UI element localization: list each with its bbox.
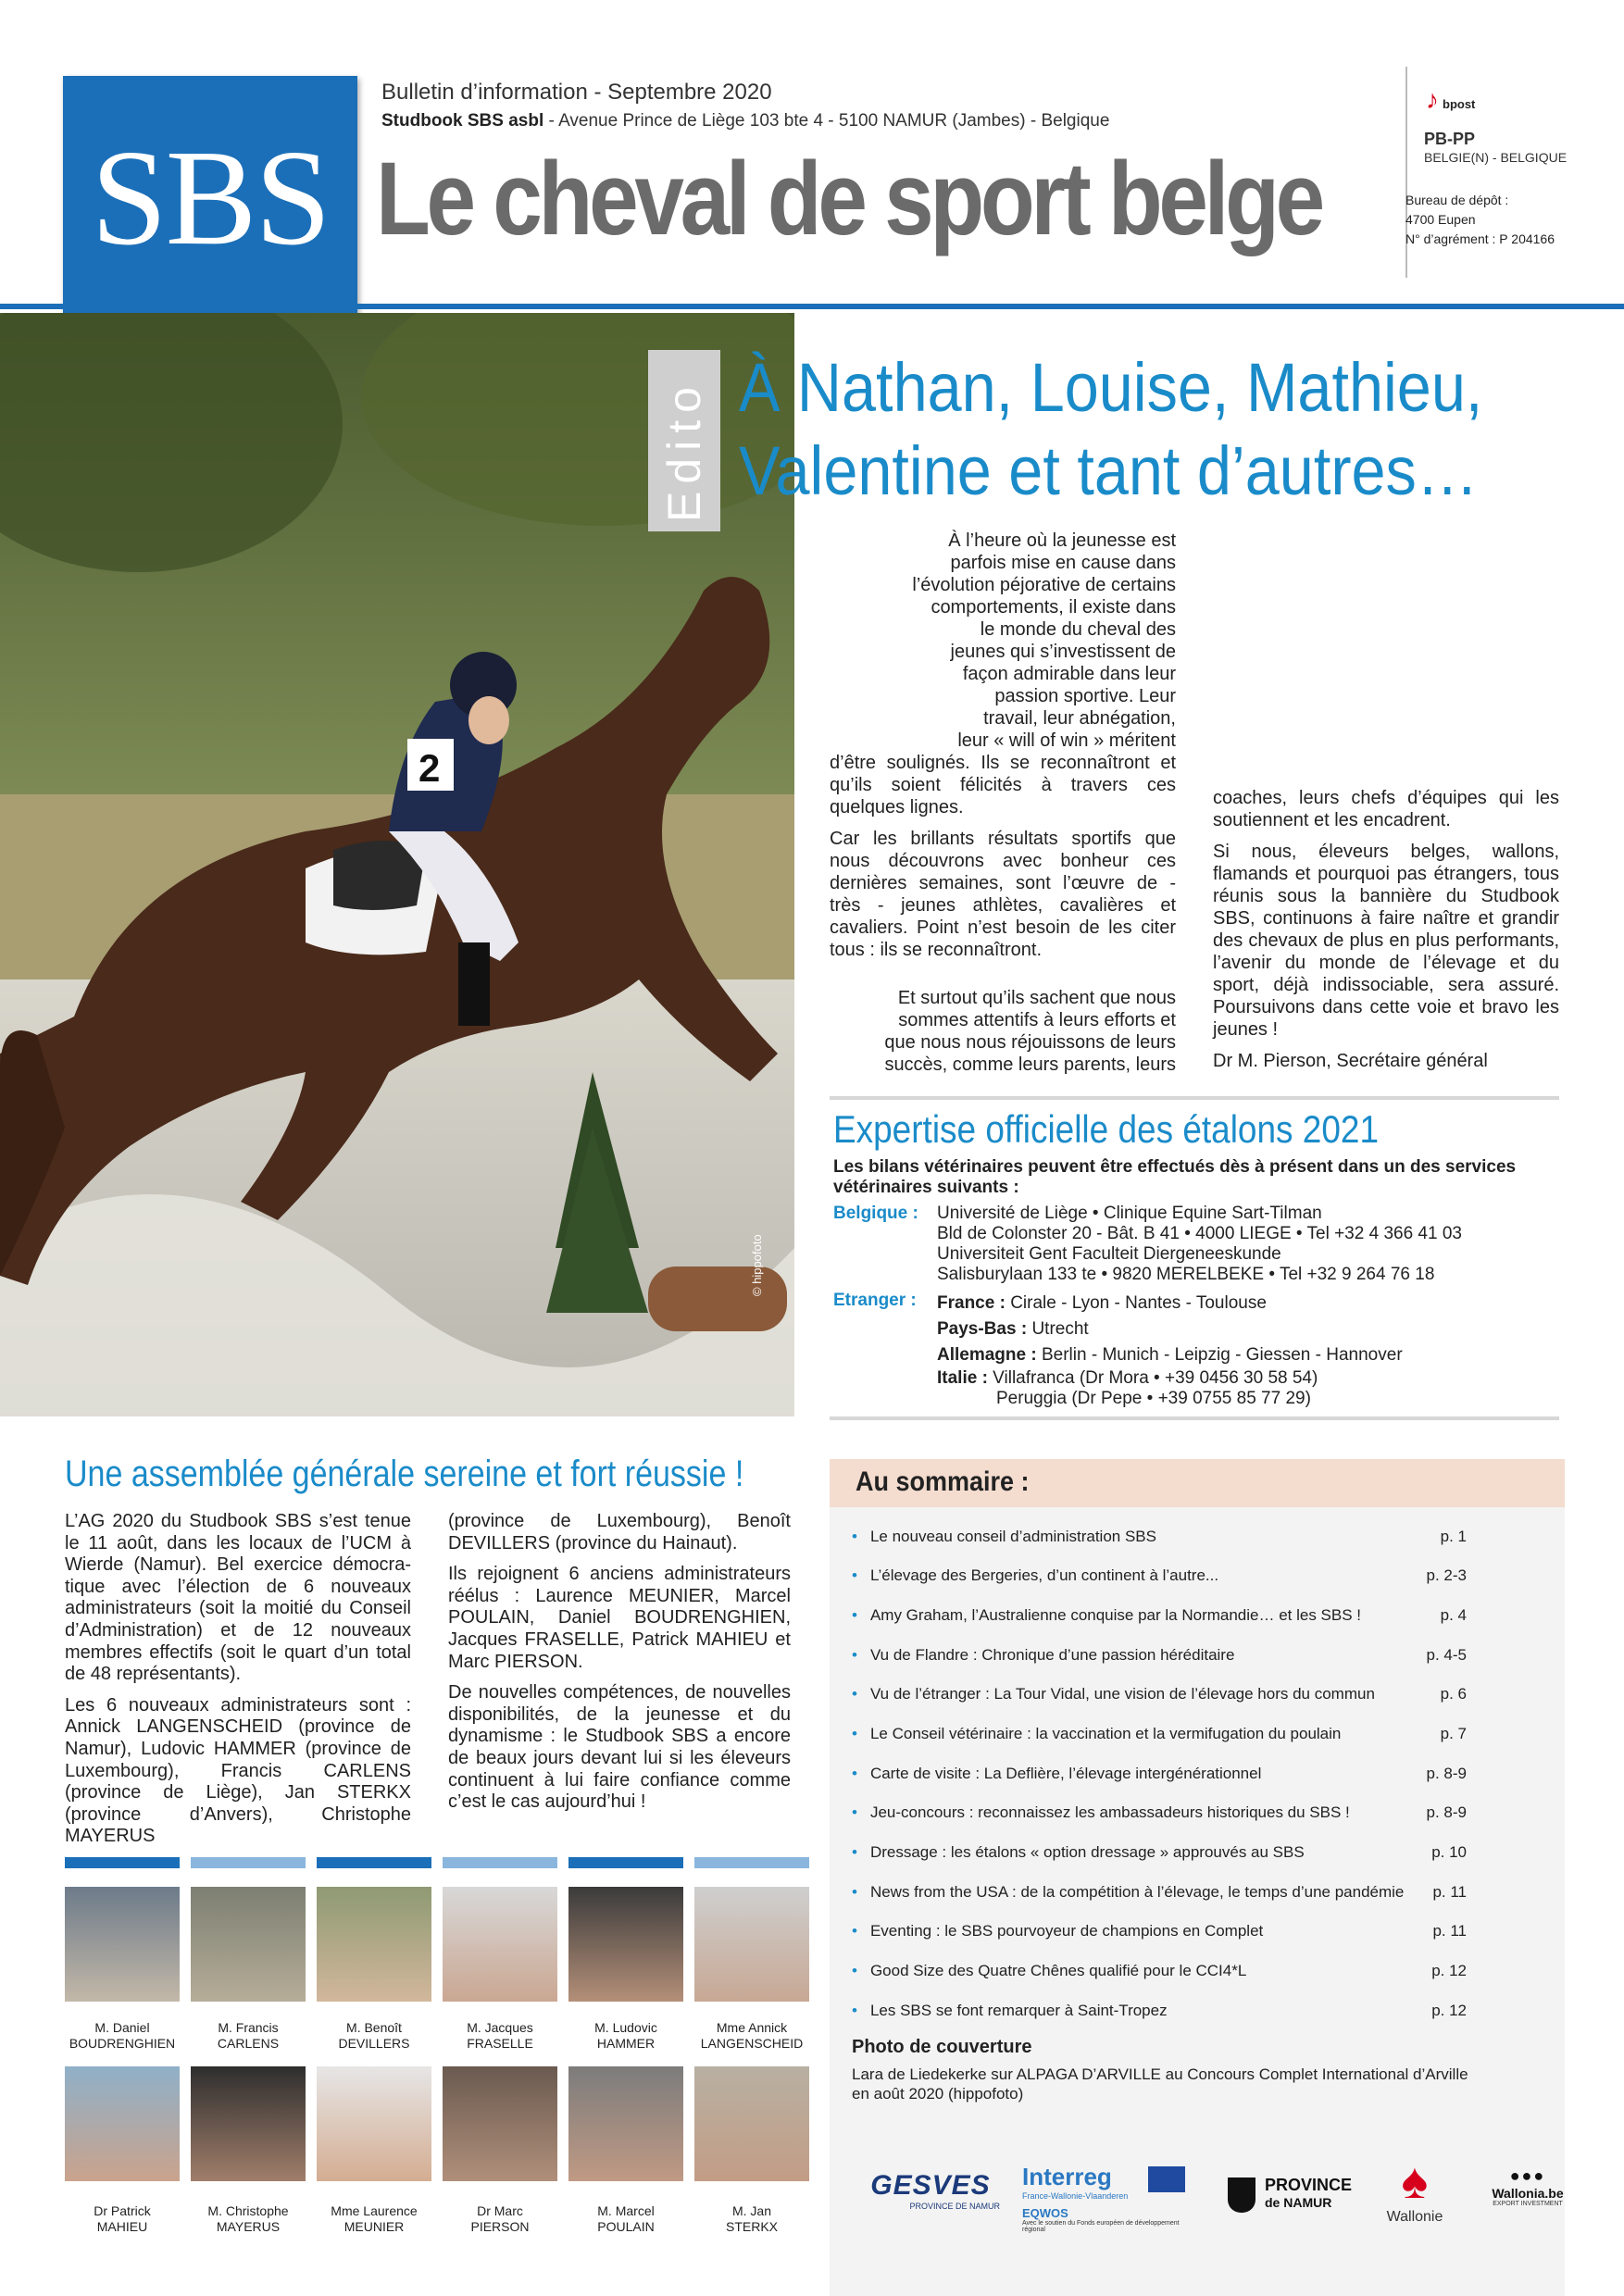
bullet-icon: • xyxy=(852,1843,857,1861)
edito-right-p1: coaches, leurs chefs d’équipes qui les soutiennent et les encadrent. xyxy=(1213,788,1559,830)
portrait-card xyxy=(694,2066,809,2235)
portrait-photo xyxy=(191,2066,306,2181)
bpost-logo xyxy=(1426,85,1475,115)
sommaire-item[interactable]: • Les SBS se font remarquer à Saint-Tropez xyxy=(852,2002,1168,2019)
portrait-photo xyxy=(694,2066,809,2181)
portrait-name: Mme Laurence MEUNIER xyxy=(331,2203,418,2234)
wallonia-be-logo xyxy=(1481,2166,1574,2207)
portrait-card xyxy=(317,1857,431,2052)
gesves-logo-text: GESVES xyxy=(870,2170,991,2201)
etranger-text: Utrecht xyxy=(1027,1319,1089,1339)
bullet-icon: • xyxy=(852,1765,857,1782)
sommaire-page: p. 11 xyxy=(1432,1883,1467,1901)
expertise-divider xyxy=(830,1416,1559,1420)
edito-left-line: À l’heure où la jeunesse est xyxy=(948,530,1176,551)
gesves-logo-sub: PROVINCE DE NAMUR xyxy=(909,2202,1000,2211)
cover-photo-title: Photo de couverture xyxy=(852,2037,1032,2057)
sommaire-item[interactable]: • Vu de Flandre : Chronique d’une passion héréditaire xyxy=(852,1646,1235,1664)
sommaire-item[interactable]: • News from the USA : de la compétition à l’élevage, le temps d’une pandémie xyxy=(852,1883,1405,1901)
publisher-name: Studbook SBS asbl xyxy=(381,111,544,131)
belgique-line: Salisburylaan 133 te • 9820 MERELBEKE • Tel +32 9 264 76 18 xyxy=(937,1265,1435,1284)
province-shield-icon xyxy=(1228,2177,1255,2213)
bullet-icon: • xyxy=(852,1606,857,1624)
edito-left-line: leur « will of win » méritent xyxy=(957,730,1176,751)
edito-signature: Dr M. Pierson, Secrétaire général xyxy=(1213,1051,1488,1071)
belgique-list xyxy=(937,1204,1567,1285)
portrait-card xyxy=(694,1857,809,2052)
etranger-text: Cirale - Lyon - Nantes - Toulouse xyxy=(1005,1293,1267,1313)
ag-left-p2: Les 6 nouveaux administrateurs sont : Annick LANGENSCHEID (province de Namur), Ludovic HAMMER (province de Luxembourg), Francis CARLENS (province de Liège), Jan STERKX (province d’Anvers), Christophe MAYERUS xyxy=(65,1694,411,1847)
sommaire-item[interactable]: • Carte de visite : La Deflière, l’élevage intergénérationnel xyxy=(852,1765,1262,1782)
interreg-logo-sub: France-Wallonie-Vlaanderen xyxy=(1022,2191,1129,2201)
portrait-bar xyxy=(568,1857,683,1868)
portrait-photo xyxy=(568,2066,683,2181)
portrait-card xyxy=(191,2066,306,2235)
pb-country: BELGIE(N) - BELGIQUE xyxy=(1424,150,1568,165)
bullet-icon: • xyxy=(852,1725,857,1742)
belgique-line: Universiteit Gent Faculteit Diergeneeskunde xyxy=(937,1244,1281,1264)
portrait-card xyxy=(317,2066,431,2235)
ag-right-p2: Ils rejoignent 6 anciens administrateurs réélus : Laurence MEUNIER, Marcel POULAIN, Daniel BOUDRENGHIEN, Jacques FRASELLE, Patrick MAHIEU et Marc PIERSON. xyxy=(448,1564,791,1672)
portrait-name: M. Francis CARLENS xyxy=(217,2020,280,2051)
portrait-photo xyxy=(568,1887,683,2002)
bib-number: 2 xyxy=(418,746,441,790)
bpost-label: bpost xyxy=(1443,97,1476,111)
postal-depot xyxy=(1405,191,1555,249)
sommaire-item[interactable]: • Dressage : les étalons « option dressage » approuvés au SBS xyxy=(852,1843,1305,1861)
etranger-row xyxy=(937,1368,1567,1389)
portrait-name: M. Benoît DEVILLERS xyxy=(338,2020,410,2051)
edito-left-p3-line: sommes attentifs à leurs efforts et xyxy=(898,1010,1176,1030)
bullet-icon: • xyxy=(852,1803,857,1821)
portrait-card xyxy=(65,1857,180,2052)
portrait-card xyxy=(443,1857,557,2052)
photo-credit: © hippofoto xyxy=(750,1234,764,1296)
eqwos-logo-sub: Avec le soutien du Fonds européen de développement régional xyxy=(1022,2220,1180,2233)
portrait-bar xyxy=(694,1857,809,1868)
bullet-icon: • xyxy=(852,1646,857,1664)
province-logo-text: PROVINCE xyxy=(1265,2176,1353,2194)
portrait-name: Dr Patrick MAHIEU xyxy=(94,2203,151,2234)
edito-left-line: passion sportive. Leur xyxy=(994,686,1176,706)
portrait-bar xyxy=(317,1857,431,1868)
sommaire-item[interactable]: • Amy Graham, l’Australienne conquise par la Normandie… et les SBS ! xyxy=(852,1606,1362,1624)
ag-right-p3: De nouvelles compétences, de nouvelles disponibilités, de la jeunesse et du dynamisme : le Studbook SBS a encore de beaux jours devant lui si les éleveurs continuent à lui faire confiance comme c’est le cas aujourd’hui ! xyxy=(448,1682,791,1813)
edito-left-p2: Car les brillants résultats sportifs que nous découvrons avec bonheur ces dernières semaines, sont l’œuvre de - très - jeunes athlètes, cavalières et cavaliers. Point n’est besoin de les citer tous : ils se reconnaîtront. xyxy=(830,829,1176,960)
edito-title xyxy=(739,346,1482,513)
etranger-text: Villafranca (Dr Mora • +39 0456 30 58 54) xyxy=(987,1368,1318,1388)
publisher-address-rest: - Avenue Prince de Liège 103 bte 4 - 5100 NAMUR (Jambes) - Belgique xyxy=(543,111,1110,131)
portrait-card xyxy=(443,2066,557,2235)
edito-left-p3-line: que nous nous réjouissons de leurs xyxy=(884,1032,1176,1053)
bpost-horn-icon: ♪ xyxy=(1426,85,1439,114)
portrait-photo xyxy=(694,1887,809,2002)
expertise-intro: Les bilans vétérinaires peuvent être effectués dès à présent dans un des services vétérinaires suivants : xyxy=(833,1157,1517,1197)
sommaire-page: p. 8-9 xyxy=(1426,1765,1467,1782)
ag-right-p1: (province de Luxembourg), Benoît DEVILLERS (province du Hainaut). xyxy=(448,1511,791,1554)
edito-left-line: comportements, il existe dans xyxy=(931,597,1176,618)
interreg-logo xyxy=(1022,2163,1189,2233)
masthead-title: Le cheval de sport belge xyxy=(376,141,1321,256)
portrait-photo xyxy=(191,1887,306,2002)
ag-title: Une assemblée générale sereine et fort réussie ! xyxy=(65,1454,744,1494)
portrait-bar xyxy=(191,1857,306,1868)
portrait-bar xyxy=(65,1857,180,1868)
belgique-label: Belgique : xyxy=(833,1204,918,1223)
edito-left-line: jeunes qui s’investissent de xyxy=(950,642,1176,662)
edito-right-column xyxy=(1213,787,1559,1081)
italie-line-2: Peruggia (Dr Pepe • +39 0755 85 77 29) xyxy=(996,1389,1311,1408)
etranger-country: Pays-Bas : xyxy=(937,1319,1028,1339)
publisher-address xyxy=(381,111,1109,131)
edito-right-p2: Si nous, éleveurs belges, wallons, flamands et pourquoi pas étrangers, tous réunis sous la bannière du Studbook SBS, continuons à faire naître et grandir des chevaux de plus en plus performants, l’avenir du monde de l’élevage et du sport, déjà indissociable, sera assuré. Poursuivons dans cette voie et bravo les jeunes ! xyxy=(1213,842,1559,1040)
depot-line-3: N° d’agrément : P 204166 xyxy=(1405,231,1555,246)
gesves-logo xyxy=(861,2170,1000,2211)
sommaire-item[interactable]: • Vu de l’étranger : La Tour Vidal, une vision de l’élevage hors du commun xyxy=(852,1685,1375,1703)
wallonie-rooster-icon: ♠ xyxy=(1401,2153,1429,2209)
edito-title-line-2: Valentine et tant d’autres… xyxy=(739,432,1479,509)
edito-left-line: le monde du cheval des xyxy=(980,619,1176,640)
etranger-label: Etranger : xyxy=(833,1291,917,1310)
portrait-name: M. Ludovic HAMMER xyxy=(594,2020,657,2051)
sommaire-page: p. 4-5 xyxy=(1426,1646,1467,1664)
sommaire-item[interactable]: • Good Size des Quatre Chênes qualifié pour le CCI4*L xyxy=(852,1962,1247,1979)
sommaire-page: p. 10 xyxy=(1431,1843,1467,1861)
bulletin-info: Bulletin d’information - Septembre 2020 xyxy=(381,80,772,105)
bullet-icon: • xyxy=(852,1528,857,1545)
bullet-icon: • xyxy=(852,1922,857,1940)
etranger-row xyxy=(937,1316,1567,1342)
belgique-line: Bld de Colonster 20 - Bât. B 41 • 4000 LIEGE • Tel +32 4 366 41 03 xyxy=(937,1224,1462,1243)
edito-tab-label: Edito xyxy=(658,380,710,522)
portrait-name: M. Marcel POULAIN xyxy=(597,2203,655,2234)
wallonia-logo-sub: EXPORT INVESTMENT xyxy=(1493,2201,1563,2207)
etranger-country: Italie : xyxy=(937,1368,988,1388)
edito-left-line: l’évolution péjorative de certains xyxy=(912,575,1176,595)
sommaire-title: Au sommaire : xyxy=(856,1466,1030,1497)
sommaire-item[interactable]: • L’élevage des Bergeries, d’un continent à l’autre... xyxy=(852,1566,1219,1584)
portrait-photo xyxy=(65,2066,180,2181)
bullet-icon: • xyxy=(852,1962,857,1979)
wallonie-logo xyxy=(1378,2153,1452,2226)
sommaire-item[interactable]: • Le Conseil vétérinaire : la vaccination et la vermifugation du poulain xyxy=(852,1725,1342,1742)
interreg-logo-text: Interreg xyxy=(1022,2163,1112,2190)
province-namur-logo xyxy=(1228,2176,1357,2210)
wallonie-logo-text: Wallonie xyxy=(1386,2209,1443,2225)
edito-left-p3 xyxy=(830,987,1176,1076)
expertise-title: Expertise officielle des étalons 2021 xyxy=(833,1107,1380,1151)
bullet-icon: • xyxy=(852,1883,857,1901)
portrait-card xyxy=(568,1857,683,2052)
sommaire-page: p. 1 xyxy=(1440,1528,1467,1545)
portrait-photo xyxy=(317,1887,431,2002)
portrait-photo xyxy=(443,1887,557,2002)
sommaire-page: p. 4 xyxy=(1440,1606,1467,1624)
bullet-icon: • xyxy=(852,2002,857,2019)
header-blue-rule xyxy=(0,304,1624,309)
sommaire-item[interactable]: • Eventing : le SBS pourvoyeur de champions en Complet xyxy=(852,1922,1264,1940)
sommaire-page: p. 11 xyxy=(1432,1922,1467,1940)
depot-line-1: Bureau de dépôt : xyxy=(1405,193,1509,207)
portrait-name: M. Jacques FRASELLE xyxy=(467,2020,533,2051)
etranger-country: Allemagne : xyxy=(937,1345,1037,1365)
edito-title-line-1: À Nathan, Louise, Mathieu, xyxy=(739,349,1483,426)
bullet-icon: • xyxy=(852,1685,857,1703)
sommaire-item[interactable]: • Jeu-concours : reconnaissez les ambassadeurs historiques du SBS ! xyxy=(852,1803,1350,1821)
portrait-card xyxy=(191,1857,306,2052)
portrait-bar xyxy=(443,1857,557,1868)
wallonia-logo-text: Wallonia.be xyxy=(1492,2186,1564,2201)
edito-divider xyxy=(830,1096,1559,1100)
sommaire-page: p. 12 xyxy=(1431,1962,1467,1979)
sommaire-page: p. 7 xyxy=(1440,1725,1467,1742)
portrait-name: M. Daniel BOUDRENGHIEN xyxy=(69,2020,176,2051)
portrait-name: Dr Marc PIERSON xyxy=(470,2203,530,2234)
logo-sbs-text: SBS xyxy=(91,122,330,274)
depot-line-2: 4700 Eupen xyxy=(1405,212,1476,227)
edito-left-p3-line: Et surtout qu’ils sachent que nous xyxy=(897,988,1176,1008)
edito-left-column xyxy=(830,752,1176,970)
edito-left-wrapped xyxy=(796,530,1176,752)
sommaire-page: p. 6 xyxy=(1440,1685,1467,1703)
ag-right-column xyxy=(448,1511,791,1823)
province-logo-sub: de NAMUR xyxy=(1265,2195,1332,2210)
edito-tab xyxy=(648,350,720,531)
pbpp-label: PB-PP xyxy=(1424,130,1476,148)
etranger-country: France : xyxy=(937,1293,1006,1313)
ag-left-column xyxy=(65,1511,411,1857)
belgique-line: Université de Liège • Clinique Equine Sart-Tilman xyxy=(937,1204,1322,1223)
portrait-photo xyxy=(443,2066,557,2181)
etranger-text: Berlin - Munich - Leipzig - Giessen - Hannover xyxy=(1036,1345,1403,1365)
sommaire-page: p. 12 xyxy=(1431,2002,1467,2019)
sommaire-item[interactable]: • Le nouveau conseil d’administration SBS xyxy=(852,1528,1156,1545)
sommaire-page: p. 2-3 xyxy=(1426,1566,1467,1584)
portrait-name: Mme Annick LANGENSCHEID xyxy=(700,2020,804,2051)
edito-left-line: façon admirable dans leur xyxy=(962,664,1176,684)
cover-photo-caption: Lara de Liedekerke sur ALPAGA D’ARVILLE au Concours Complet International d’Arville en août 2020 (hippofoto) xyxy=(852,2065,1468,2103)
portrait-name: M. Christophe MAYERUS xyxy=(207,2203,289,2234)
portrait-photo xyxy=(317,2066,431,2181)
ag-left-p1: L’AG 2020 du Studbook SBS s’est tenue le 11 août, dans les locaux de l’UCM à Wierde (Namur). Bel exercice démocra-tique avec l’élection de 6 nouveaux administrateurs (soit la moitié du Conseil d’Administration) et de 12 nouveaux membres effectifs (soit le quart d’un total de 48 représentants). xyxy=(65,1511,411,1685)
edito-left-p1: d’être soulignés. Ils se reconnaîtront et qu’ils soient félicités à travers ces quelques lignes. xyxy=(830,753,1176,817)
sommaire-page: p. 8-9 xyxy=(1426,1803,1467,1821)
etranger-row xyxy=(937,1342,1567,1368)
etranger-list xyxy=(937,1291,1567,1409)
edito-left-p3-line: succès, comme leurs parents, leurs xyxy=(884,1054,1176,1075)
portrait-photo xyxy=(65,1887,180,2002)
portrait-card xyxy=(65,2066,180,2235)
etranger-row xyxy=(937,1291,1567,1316)
wallonia-dots-icon: ●●● xyxy=(1509,2166,1546,2185)
portrait-name: M. Jan STERKX xyxy=(725,2203,778,2234)
bullet-icon: • xyxy=(852,1566,857,1584)
edito-left-line: travail, leur abnégation, xyxy=(983,708,1176,729)
edito-left-line: parfois mise en cause dans xyxy=(950,553,1176,573)
eqwos-logo-text: EQWOS xyxy=(1022,2206,1068,2220)
portrait-card xyxy=(568,2066,683,2235)
eu-flag-icon xyxy=(1148,2166,1185,2192)
